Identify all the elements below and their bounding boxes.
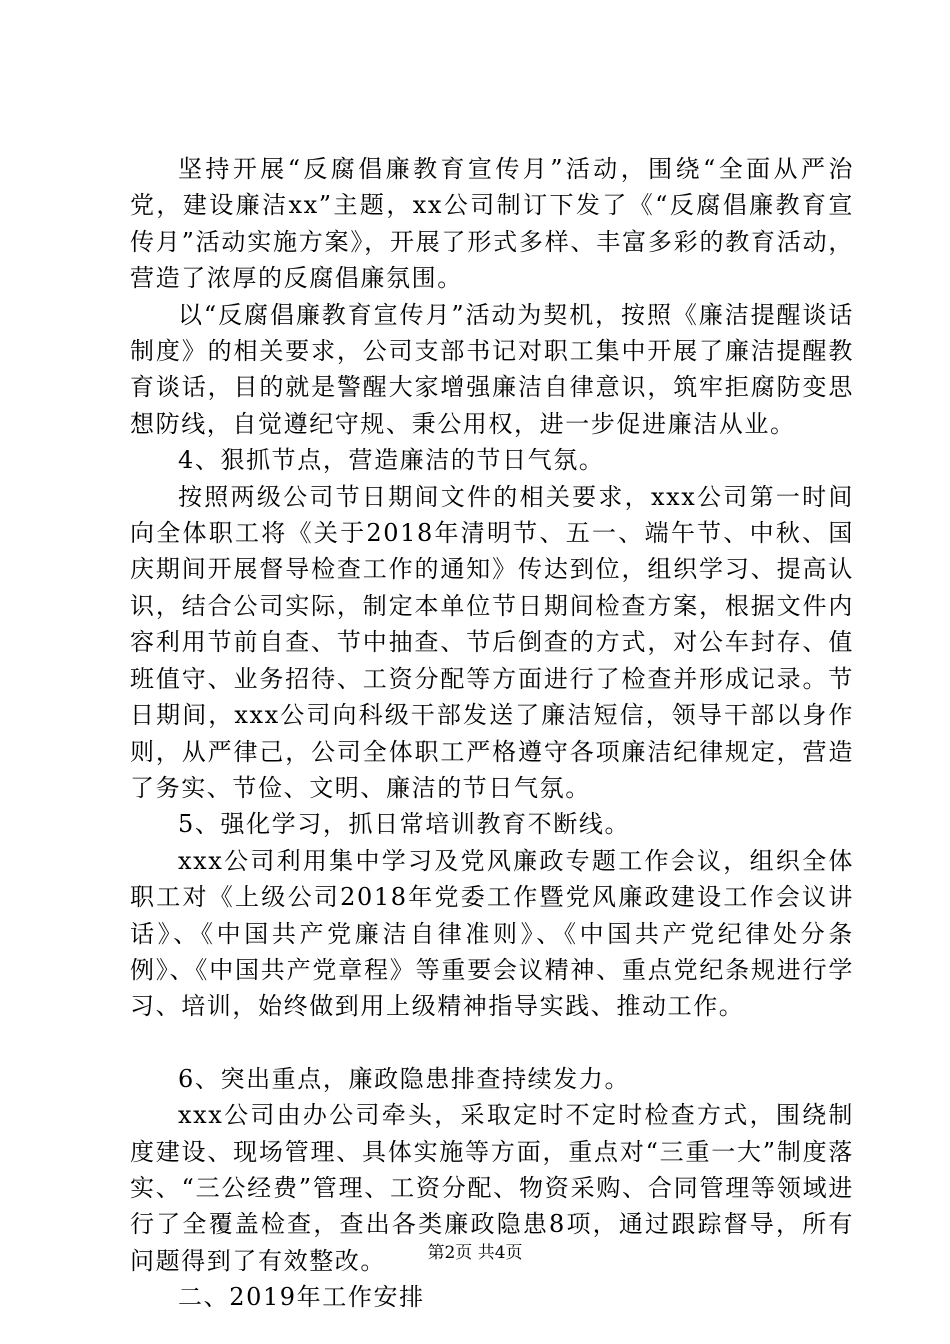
paragraph-holiday-inspection: 按照两级公司节日期间文件的相关要求，xxx公司第一时间向全体职工将《关于2018年清明节、五一、端午节、中秋、国庆期间开展督导检查工作的通知》传达到位，组织学习、提高认识，结合公司实际，制定本单位节日期间检查方案，根据文件内容利用节前自查、节中抽查、节后倒查的方式，对公车封存、值班值守、业务招待、工资分配等方面进行了检查并形成记录。节日期间，xxx公司向科级干部发送了廉洁短信，领导干部以身作则，从严律己，公司全体职工严格遵守各项廉洁纪律规定，营造了务实、节俭、文明、廉洁的节日气氛。 xyxy=(130,482,854,802)
heading-risk-screening: 6、突出重点，廉政隐患排查持续发力。 xyxy=(178,1064,631,1093)
paragraph-study-training: xxx公司利用集中学习及党风廉政专题工作会议，组织全体职工对《上级公司2018年党委工作暨党风廉政建设工作会议讲话》、《中国共产党廉洁自律准则》、《中国共产党纪律处分条例》、《中国共产党章程》等重要会议精神、重点党纪条规进行学习、培训，始终做到用上级精神指导实践、推动工作。 xyxy=(130,846,854,1021)
heading-2019-plan: 二、2019年工作安排 xyxy=(178,1283,425,1312)
paragraph-risk-screening: xxx公司由办公司牵头，采取定时不定时检查方式，围绕制度建设、现场管理、具体实施等方面，重点对“三重一大”制度落实、“三公经费”管理、工资分配、物资采购、合同管理等领域进行了全覆盖检查，查出各类廉政隐患8项，通过跟踪督导，所有问题得到了有效整改。 xyxy=(130,1101,854,1275)
heading-study-training: 5、强化学习，抓日常培训教育不断线。 xyxy=(178,810,631,839)
paragraph-integrity-talk: 以“反腐倡廉教育宣传月”活动为契机，按照《廉洁提醒谈话制度》的相关要求，公司支部书记对职工集中开展了廉洁提醒教育谈话，目的就是警醒大家增强廉洁自律意识，筑牢拒腐防变思想防线，自觉遵纪守规、秉公用权，进一步促进廉洁从业。 xyxy=(130,300,854,438)
heading-holiday-nodes: 4、狠抓节点，营造廉洁的节日气氛。 xyxy=(178,446,605,475)
document-body xyxy=(130,151,854,1316)
page-number-footer: 第2页 共4页 xyxy=(427,1243,523,1263)
paragraph-anti-corruption-month: 坚持开展“反腐倡廉教育宣传月”活动，围绕“全面从严治党，建设廉洁xx”主题，xx公司制订下发了《“反腐倡廉教育宣传月”活动实施方案》，开展了形式多样、丰富多彩的教育活动，营造了浓厚的反腐倡廉氛围。 xyxy=(130,155,854,293)
